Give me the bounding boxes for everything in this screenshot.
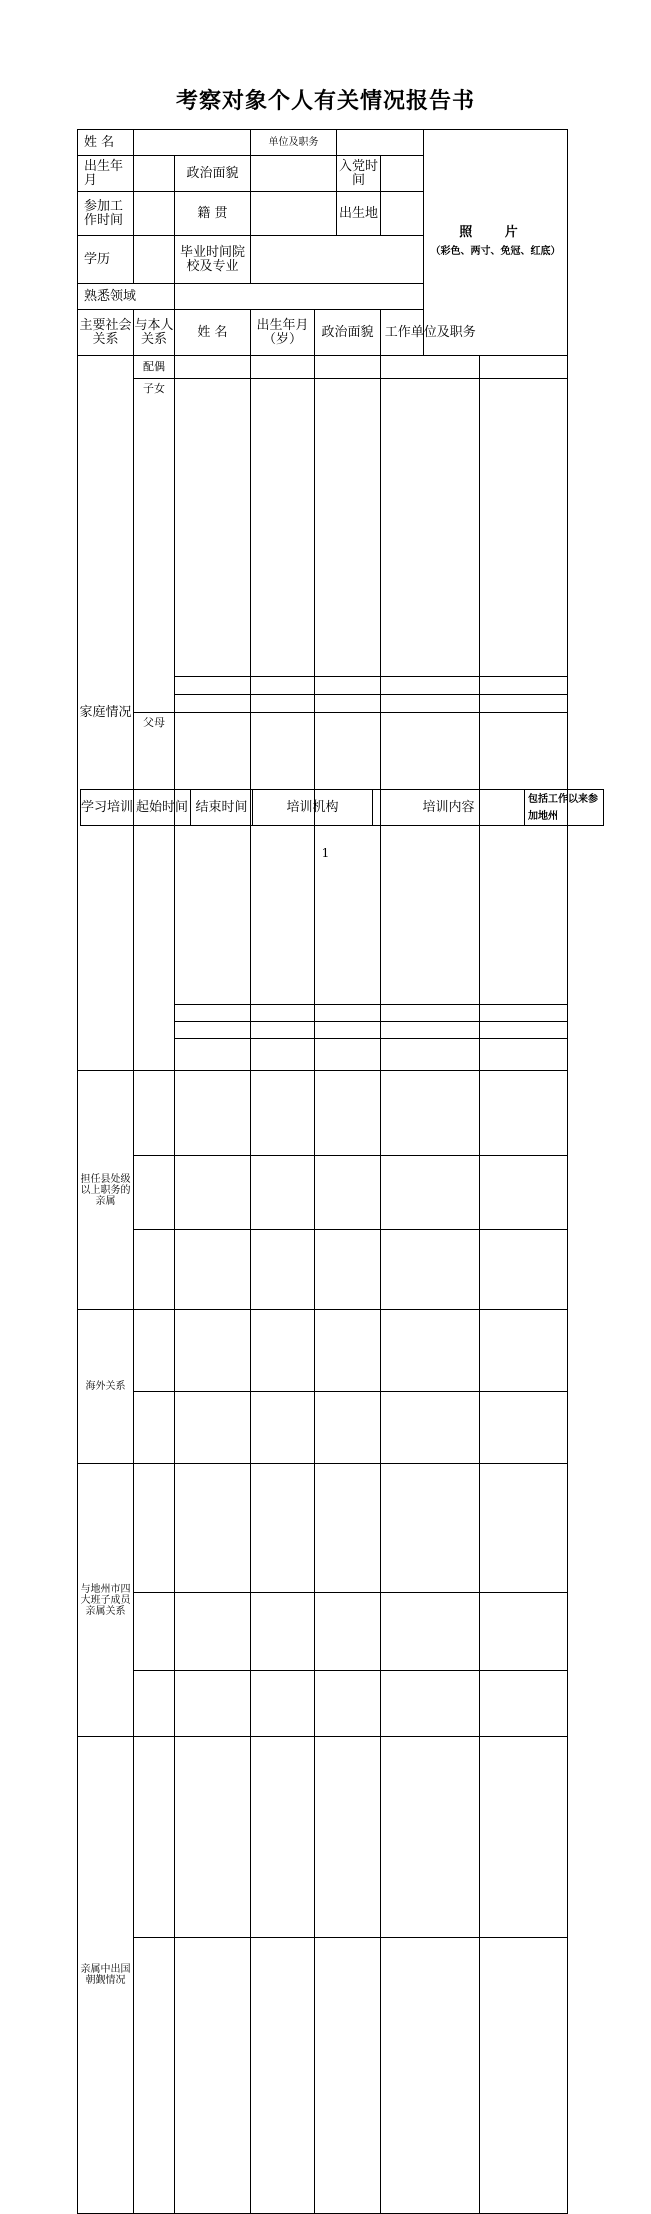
- table-cell[interactable]: [251, 1592, 315, 1670]
- table-row: [78, 1155, 568, 1230]
- table-cell[interactable]: [251, 1310, 315, 1392]
- training-note: 包括工作以来参加地州: [525, 790, 604, 826]
- name-field[interactable]: [134, 130, 251, 156]
- table-cell[interactable]: [315, 1005, 381, 1022]
- party-label: 政治面貌: [175, 156, 251, 192]
- table-cell[interactable]: [315, 1464, 381, 1593]
- page-number: 1: [321, 846, 330, 860]
- table-cell[interactable]: [134, 1310, 175, 1392]
- position-label: 单位及职务: [251, 130, 337, 156]
- table-cell[interactable]: [315, 1310, 381, 1392]
- position-field[interactable]: [337, 130, 424, 156]
- table-cell[interactable]: [480, 1039, 568, 1071]
- native-place-label: 籍 贯: [175, 192, 251, 236]
- table-cell[interactable]: [381, 1391, 480, 1463]
- table-cell[interactable]: [480, 1938, 568, 2214]
- spouse-label: 配偶: [134, 356, 175, 379]
- table-cell[interactable]: [251, 1938, 315, 2214]
- table-cell[interactable]: [381, 1737, 480, 1938]
- birth-field[interactable]: [134, 156, 175, 192]
- leaders-label: 与地州市四大班子成员亲属关系: [78, 1464, 134, 1737]
- table-cell[interactable]: [480, 1670, 568, 1736]
- table-cell[interactable]: [134, 1230, 175, 1310]
- table-cell[interactable]: [381, 1005, 480, 1022]
- table-cell[interactable]: [251, 1670, 315, 1736]
- table-cell[interactable]: [251, 1155, 315, 1230]
- table-cell[interactable]: [480, 1071, 568, 1156]
- table-cell[interactable]: [480, 1155, 568, 1230]
- table-cell[interactable]: [251, 1391, 315, 1463]
- table-cell[interactable]: [381, 1592, 480, 1670]
- table-row: [78, 1391, 568, 1463]
- table-cell[interactable]: [480, 1592, 568, 1670]
- overseas-label: 海外关系: [78, 1310, 134, 1464]
- table-cell[interactable]: [251, 676, 315, 694]
- table-cell[interactable]: [134, 1938, 175, 2214]
- table-cell[interactable]: [175, 1670, 251, 1736]
- table-row: [78, 1230, 568, 1310]
- training-content-header: 培训内容: [373, 790, 525, 826]
- table-cell[interactable]: [134, 1670, 175, 1736]
- photo-label: 照 片: [459, 225, 532, 240]
- table-cell[interactable]: [175, 1071, 251, 1156]
- relation-name-header: 姓 名: [175, 310, 251, 356]
- table-cell[interactable]: [480, 1230, 568, 1310]
- table-cell[interactable]: [251, 1230, 315, 1310]
- table-cell[interactable]: [480, 694, 568, 712]
- table-cell[interactable]: [480, 356, 568, 379]
- party-field[interactable]: [251, 156, 337, 192]
- table-cell[interactable]: [251, 379, 315, 677]
- parents-label: 父母: [134, 712, 175, 1071]
- join-party-field[interactable]: [381, 156, 424, 192]
- table-cell[interactable]: [175, 1938, 251, 2214]
- table-cell[interactable]: [480, 379, 568, 677]
- table-cell[interactable]: [381, 1310, 480, 1392]
- birth-label: 出生年月: [78, 156, 134, 192]
- table-cell[interactable]: [175, 1005, 251, 1022]
- table-cell[interactable]: [175, 1592, 251, 1670]
- relation-party-header: 政治面貌: [315, 310, 381, 356]
- table-cell[interactable]: [381, 1230, 480, 1310]
- table-cell[interactable]: [134, 1464, 175, 1593]
- table-cell[interactable]: [381, 1155, 480, 1230]
- table-cell[interactable]: [480, 1310, 568, 1392]
- school-field[interactable]: [251, 236, 424, 284]
- table-cell[interactable]: [381, 1670, 480, 1736]
- expertise-label: 熟悉领域: [78, 284, 175, 310]
- table-cell[interactable]: [175, 1464, 251, 1593]
- table-cell[interactable]: [381, 1938, 480, 2214]
- table-cell[interactable]: [251, 1464, 315, 1593]
- training-org-header: 培训机构: [253, 790, 373, 826]
- expertise-field[interactable]: [175, 284, 424, 310]
- table-cell[interactable]: [251, 1737, 315, 1938]
- birth-age-header: 出生年月（岁）: [251, 310, 315, 356]
- table-row: [78, 1071, 568, 1156]
- work-unit-header: 工作单位及职务: [381, 310, 480, 356]
- school-label: 毕业时间院校及专业: [175, 236, 251, 284]
- table-cell[interactable]: [175, 356, 251, 379]
- table-cell[interactable]: [175, 676, 251, 694]
- table-cell[interactable]: [315, 379, 381, 677]
- native-place-field[interactable]: [251, 192, 337, 236]
- table-row: [78, 1737, 568, 1938]
- table-cell[interactable]: [175, 694, 251, 712]
- work-start-label: 参加工作时间: [78, 192, 134, 236]
- table-row: [78, 1310, 568, 1392]
- table-cell[interactable]: [480, 1391, 568, 1463]
- children-label: 子女: [134, 379, 175, 713]
- table-cell[interactable]: [381, 1022, 480, 1039]
- table-cell[interactable]: [315, 1391, 381, 1463]
- name-label: 姓 名: [78, 130, 134, 156]
- birthplace-field[interactable]: [381, 192, 424, 236]
- table-cell[interactable]: [480, 1005, 568, 1022]
- table-cell[interactable]: [251, 694, 315, 712]
- table-cell[interactable]: [134, 1155, 175, 1230]
- photo-note: （彩色、两寸、免冠、红底）: [430, 246, 561, 257]
- table-row: [78, 356, 568, 379]
- table-cell[interactable]: [251, 1071, 315, 1156]
- table-cell[interactable]: [315, 1155, 381, 1230]
- table-cell[interactable]: [251, 1039, 315, 1071]
- table-cell[interactable]: [480, 1022, 568, 1039]
- education-field[interactable]: [134, 236, 175, 284]
- table-cell[interactable]: [175, 379, 251, 677]
- table-cell[interactable]: [315, 1071, 381, 1156]
- table-cell[interactable]: [480, 1464, 568, 1593]
- table-cell[interactable]: [381, 379, 480, 677]
- table-cell[interactable]: [480, 676, 568, 694]
- table-cell[interactable]: [251, 356, 315, 379]
- join-party-label: 入党时间: [337, 156, 381, 192]
- education-label: 学历: [78, 236, 134, 284]
- table-cell[interactable]: [251, 1005, 315, 1022]
- table-row: [78, 1670, 568, 1736]
- table-cell[interactable]: [175, 1391, 251, 1463]
- work-start-field[interactable]: [134, 192, 175, 236]
- table-cell[interactable]: [315, 1022, 381, 1039]
- table-row: [78, 1464, 568, 1593]
- table-cell[interactable]: [175, 1022, 251, 1039]
- main-form-table: [77, 129, 568, 2214]
- table-cell[interactable]: [381, 1071, 480, 1156]
- family-label: 家庭情况: [78, 356, 134, 1071]
- abroad-label: 亲属中出国朝觐情况: [78, 1737, 134, 2214]
- table-cell[interactable]: [175, 1737, 251, 1938]
- end-time-header: 结束时间: [191, 790, 253, 826]
- birthplace-label: 出生地: [337, 192, 381, 236]
- table-cell[interactable]: [315, 1039, 381, 1071]
- main-relations-header: 主要社会关系: [78, 310, 134, 356]
- table-cell[interactable]: [381, 356, 480, 379]
- table-cell[interactable]: [175, 1155, 251, 1230]
- table-cell[interactable]: [315, 694, 381, 712]
- table-cell[interactable]: [381, 1464, 480, 1593]
- table-cell[interactable]: [480, 1737, 568, 1938]
- table-cell[interactable]: [134, 1391, 175, 1463]
- table-cell[interactable]: [175, 1310, 251, 1392]
- start-time-header: 起始时间: [134, 790, 191, 826]
- table-cell[interactable]: [134, 1071, 175, 1156]
- table-cell[interactable]: [315, 1230, 381, 1310]
- table-cell[interactable]: [315, 676, 381, 694]
- table-cell[interactable]: [134, 1737, 175, 1938]
- table-row: [78, 379, 568, 677]
- training-label: 学习培训: [81, 790, 134, 826]
- table-cell[interactable]: [381, 694, 480, 712]
- table-cell[interactable]: [175, 1039, 251, 1071]
- table-cell[interactable]: [251, 1022, 315, 1039]
- relation-header: 与本人关系: [134, 310, 175, 356]
- table-cell[interactable]: [134, 1592, 175, 1670]
- county-label: 担任县处级以上职务的亲属: [78, 1071, 134, 1310]
- table-cell[interactable]: [381, 676, 480, 694]
- table-cell[interactable]: [315, 1592, 381, 1670]
- table-row: [78, 1938, 568, 2214]
- table-cell[interactable]: [381, 1039, 480, 1071]
- table-cell[interactable]: [315, 1938, 381, 2214]
- table-cell[interactable]: [175, 1230, 251, 1310]
- report-title: 考察对象个人有关情况报告书: [175, 89, 475, 114]
- table-row: [78, 1592, 568, 1670]
- table-cell[interactable]: [315, 356, 381, 379]
- table-cell[interactable]: [315, 1737, 381, 1938]
- table-cell[interactable]: [315, 1670, 381, 1736]
- training-table: [80, 789, 604, 826]
